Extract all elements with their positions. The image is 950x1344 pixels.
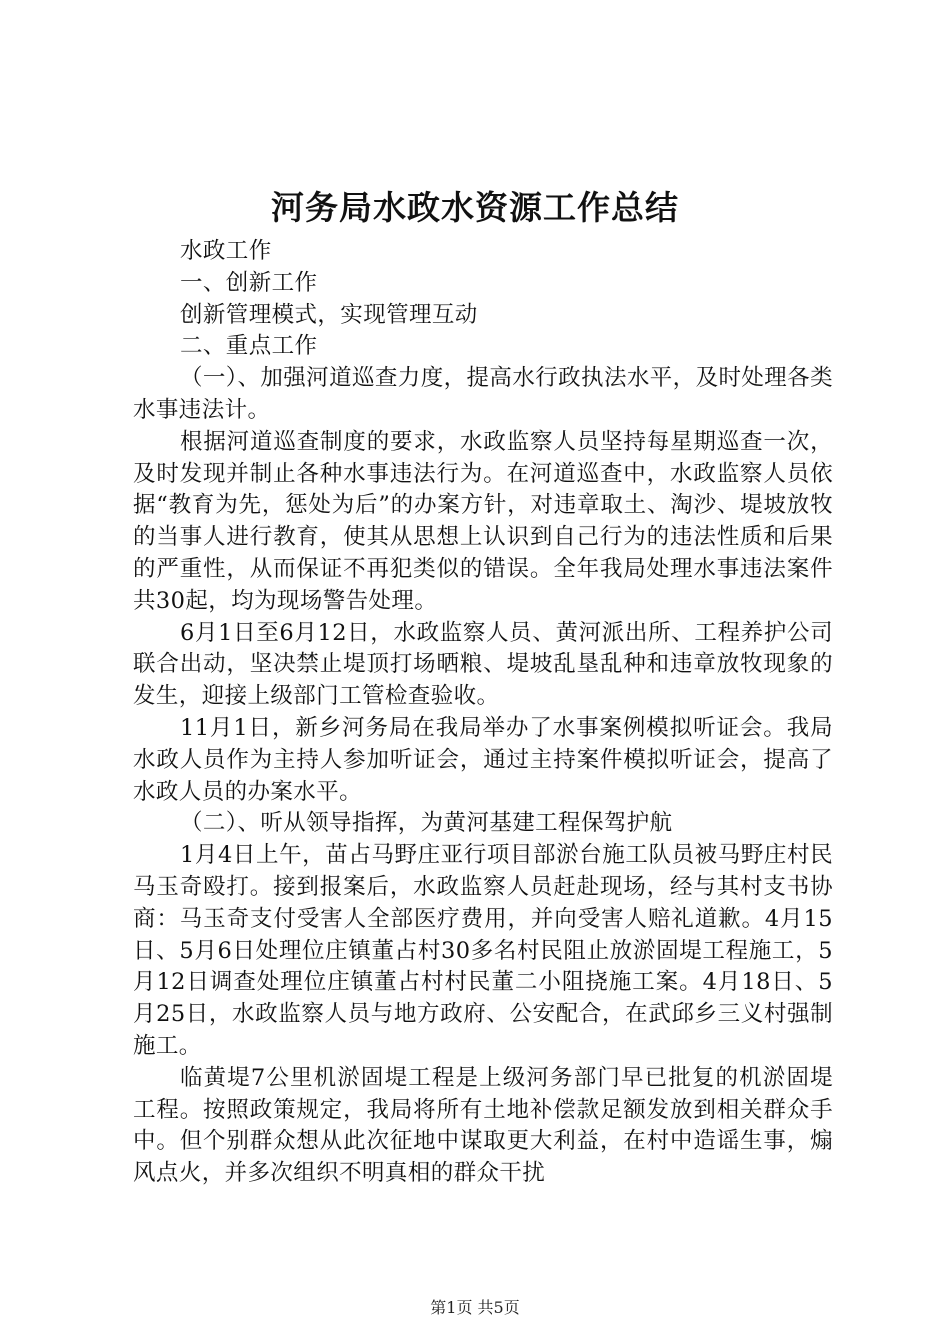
page-footer: 第1页 共5页 xyxy=(430,1298,520,1317)
paragraph-january-case: 1月4日上午，苗占马野庄亚行项目部淤台施工队员被马野庄村民马玉奇殴打。接到报案后，水政监察人员赶赴现场，经与其村支书协商：马玉奇支付受害人全部医疗费用，并向受害人赔礼道歉。4月15日、5月6日处理位庄镇董占村30多名村民阻止放淤固堤工程施工，5月12日调查处理位庄镇董占村村民董二小阻挠施工案。4月18日、5月25日，水政监察人员与地方政府、公安配合，在武邱乡三义村强制施工。 xyxy=(133,842,833,1059)
subheading-escort: （二）、听从领导指挥，为黄河基建工程保驾护航 xyxy=(180,810,673,837)
paragraph-embankment-project: 临黄堤7公里机淤固堤工程是上级河务部门早已批复的机淤固堤工程。按照政策规定，我局将所有土地补偿款足额发放到相关群众手中。但个别群众想从此次征地中谋取更大利益，在村中造谣生事，煽风点火，并多次组织不明真相的群众干扰 xyxy=(133,1064,833,1187)
subheading-patrol: （一）、加强河道巡查力度，提高水行政执法水平，及时处理各类水事违法计。 xyxy=(133,365,833,423)
paragraph-hearing: 11月1日，新乡河务局在我局举办了水事案例模拟听证会。我局水政人员作为主持人参加听证会，通过主持案件模拟听证会，提高了水政人员的办案水平。 xyxy=(133,714,833,805)
paragraph-patrol-details: 根据河道巡查制度的要求，水政监察人员坚持每星期巡查一次，及时发现并制止各种水事违法行为。在河道巡查中，水政监察人员依据“教育为先，惩处为后”的办案方针，对违章取土、淘沙、堤坡放牧的当事人进行教育，使其从思想上认识到自己行为的违法性质和后果的严重性，从而保证不再犯类似的错误。全年我局处理水事违法案件共30起，均为现场警告处理。 xyxy=(133,428,833,614)
paragraph-innovation-mode: 创新管理模式，实现管理互动 xyxy=(180,301,478,328)
heading-innovation: 一、创新工作 xyxy=(180,269,318,296)
document-body xyxy=(133,236,833,1190)
heading-key-work: 二、重点工作 xyxy=(180,333,318,360)
paragraph-june-action: 6月1日至6月12日，水政监察人员、黄河派出所、工程养护公司联合出动，坚决禁止堤顶打场晒粮、堤坡乱垦乱种和违章放牧现象的发生，迎接上级部门工管检查验收。 xyxy=(133,619,833,710)
heading-water-admin: 水政工作 xyxy=(180,238,272,264)
document-title: 河务局水政水资源工作总结 xyxy=(271,188,679,227)
